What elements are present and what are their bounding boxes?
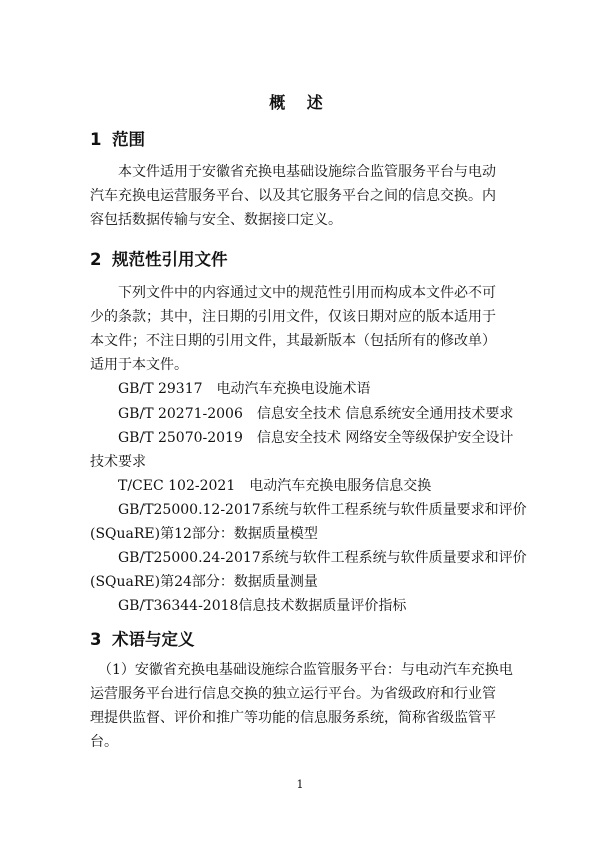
reference-continuation: (SQuaRE)第12部分：数据质量模型 (90, 526, 318, 542)
page-title: 概 述 (269, 93, 331, 112)
paragraph-line: 本文件适用于安徽省充换电基础设施综合监管服务平台与电动 (118, 164, 496, 180)
reference-item (118, 377, 371, 401)
paragraph-line: 下列文件中的内容通过文中的规范性引用而构成本文件必不可 (118, 285, 496, 301)
reference-item (118, 546, 527, 570)
reference-item (118, 474, 431, 498)
reference-item (118, 498, 527, 522)
reference-item (118, 594, 406, 618)
scope-paragraph (90, 160, 515, 232)
section-heading-normative-references (90, 246, 228, 270)
paragraph-line: （1）安徽省充换电基础设施综合监管服务平台：与电动汽车充换电 (98, 662, 513, 678)
section-title: 范围 (112, 130, 145, 149)
reference-item (118, 426, 513, 450)
reference-title: 系统与软件工程系统与软件质量要求和评价 (260, 502, 527, 518)
reference-title: 系统与软件工程系统与软件质量要求和评价 (260, 550, 527, 566)
reference-title: 电动汽车充换电设施术语 (216, 381, 371, 397)
section-title: 术语与定义 (112, 630, 195, 649)
reference-code: GB/T25000.24-2017 (118, 550, 261, 566)
terms-paragraph (90, 658, 515, 754)
reference-code: GB/T 20271-2006 (118, 406, 243, 422)
paragraph-line: 适用于本文件。 (90, 357, 188, 373)
paragraph-line: 理提供监督、评价和推广等功能的信息服务系统，简称省级监管平 (90, 710, 496, 726)
paragraph-line: 容包括数据传输与安全、数据接口定义。 (90, 212, 342, 228)
section-number: 1 (90, 130, 102, 149)
references-intro-paragraph (90, 281, 515, 377)
paragraph-line: 本文件；不注日期的引用文件，其最新版本（包括所有的修改单） (90, 333, 496, 349)
paragraph-line: 运营服务平台进行信息交换的独立运行平台。为省级政府和行业管 (90, 686, 496, 702)
reference-title: 信息安全技术 网络安全等级保护安全设计 (256, 430, 514, 446)
reference-title: 电动汽车充换电服务信息交换 (249, 478, 432, 494)
reference-continuation: 技术要求 (90, 454, 146, 470)
reference-code: GB/T 25070-2019 (118, 430, 243, 446)
reference-continuation: (SQuaRE)第24部分：数据质量测量 (90, 574, 318, 590)
section-title: 规范性引用文件 (112, 250, 228, 269)
paragraph-line: 汽车充换电运营服务平台、以及其它服务平台之间的信息交换。内 (90, 188, 496, 204)
reference-code: GB/T36344-2018 (118, 598, 239, 614)
reference-title: 信息安全技术 信息系统安全通用技术要求 (256, 406, 514, 422)
reference-title: 信息技术数据质量评价指标 (238, 598, 407, 614)
section-heading-scope (90, 126, 145, 150)
page-number: 1 (296, 778, 304, 791)
section-number: 3 (90, 630, 102, 649)
section-heading-terms-definitions (90, 626, 195, 650)
paragraph-line: 少的条款；其中，注日期的引用文件，仅该日期对应的版本适用于 (90, 309, 496, 325)
paragraph-line: 台。 (90, 734, 118, 750)
reference-code: GB/T 29317 (118, 381, 203, 397)
reference-code: GB/T25000.12-2017 (118, 502, 261, 518)
reference-item (118, 402, 513, 426)
reference-code: T/CEC 102-2021 (118, 478, 236, 494)
section-number: 2 (90, 250, 102, 269)
